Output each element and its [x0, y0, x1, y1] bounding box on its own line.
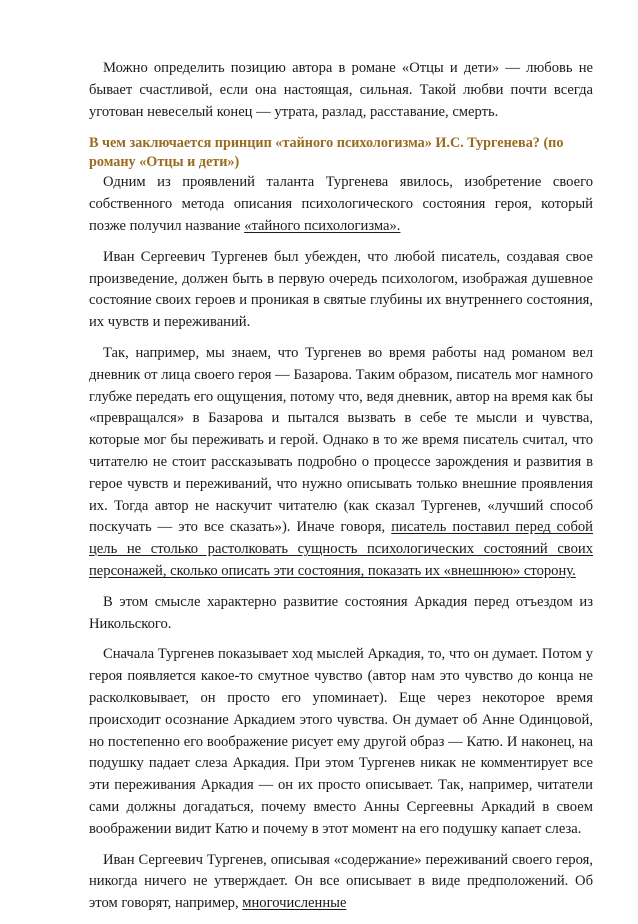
paragraph-4: В этом смысле характерно развитие состояния Аркадия перед отъездом из Никольского. [89, 593, 593, 632]
paragraph-6-text: Иван Сергеевич Тургенев, описывая «содержание» переживаний своего героя, никогда ничего не утверждает. Он все описывает в виде предположений. Об этом говорят, например, [89, 851, 593, 912]
paragraph-1-text: Одним из проявлений таланта Тургенева явилось, изобретение своего собственного метода описания психологического состояния героя, который позже получил название [89, 174, 593, 234]
paragraph-6 [89, 850, 593, 915]
paragraph-2: Иван Сергеевич Тургенев был убежден, что любой писатель, создавая свое произведение, должен быть в первую очередь психологом, изображая душевное состояние своих героев и проникая в святые глубины их внутреннего состояния, их чувств и переживаний. [89, 248, 593, 331]
paragraph-5: Сначала Тургенев показывает ход мыслей Аркадия, то, что он думает. Потом у героя появляется какое-то смутное чувство (автор нам это чувство до конца не расколковывает, он просто его упоминает). Еще через некоторое время происходит осознание Аркадием этого чувства. Он думает об Анне Одинцовой, но постепенно его воображение рисует ему другой образ — Катю. И наконец, на подушку падает слеза Аркадия. При этом Тургенев никак не комментирует все эти переживания Аркадия — он их просто описывает. Так, например, читатели сами должны догадаться, почему вместо Анны Сергеевны Аркадий в своем воображении видит Катю и почему в этот момент на его подушку капает слеза. [89, 646, 593, 837]
paragraph-3 [89, 343, 593, 583]
paragraph-3-underlined: писатель поставил перед собой цель не столько растолковать сущность психологических состояний своих персонажей, сколько описать эти состояния, показать их «внешнюю» сторону. [89, 519, 593, 579]
paragraph-3-text: Так, например, мы знаем, что Тургенев во время работы над романом вел дневник от лица своего героя — Базарова. Таким образом, писатель мог намного глубже передать его ощущения, потому что, ведя дневник, автор на время как бы «превращался» в Базарова и пытался вызвать в себе те мысли и чувства, которые мог бы переживать и герой. Однако в то же время писатель считал, что читателю не стоит рассказывать подробно о процессе зарождения и развития в герое чувств и переживаний, что нужно описывать только внешние проявления их. Тогда автор не наскучит читателю (как сказал Тургенев, «лучший способ поскучать — это все сказать»). Иначе говоря, [89, 344, 593, 536]
paragraph-6-underlined: многочисленные [242, 895, 347, 912]
intro-paragraph: Можно определить позицию автора в романе «Отцы и дети» — любовь не бывает счастливой, если она настоящая, сильная. Такой любви почти всегда уготован невеселый конец — утрата, разлад, расставание, смерть. [89, 60, 593, 120]
section-question-heading: В чем заключается принцип «тайного психологизма» И.С. Тургенева? (по роману «Отцы и дети») [89, 135, 564, 171]
paragraph-1-underlined: «тайного психологизма». [244, 217, 401, 234]
document-page [89, 58, 593, 924]
paragraph-1 [89, 172, 593, 237]
